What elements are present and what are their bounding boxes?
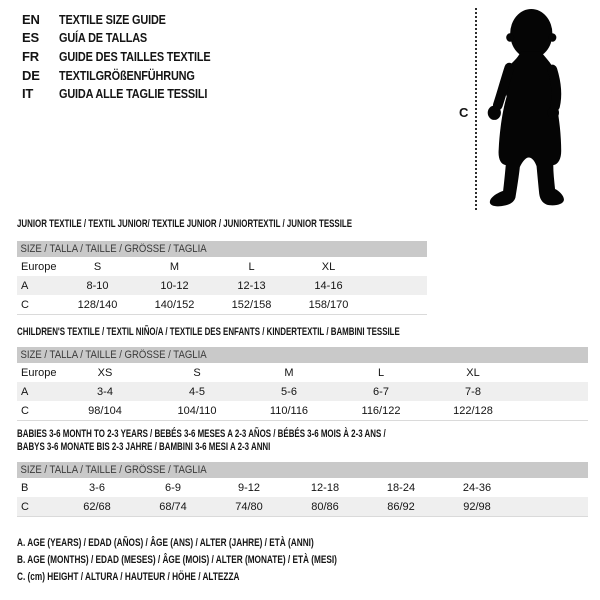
language-title: TEXTILE SIZE GUIDE xyxy=(59,11,166,27)
footnote-line: C. (cm) HEIGHT / ALTURA / HAUTEUR / HÖHE / ALTEZZA xyxy=(17,571,240,583)
row-label: A xyxy=(21,385,29,398)
size-value-cell: 3-4 xyxy=(97,385,113,398)
size-table xyxy=(17,462,588,517)
size-value-cell: XL xyxy=(321,260,336,273)
size-value-cell: S xyxy=(193,366,201,379)
size-value-cell: XL xyxy=(466,366,480,379)
size-value-cell: 74/80 xyxy=(235,500,263,513)
size-value-cell: 128/140 xyxy=(77,298,118,311)
table-title xyxy=(17,218,590,231)
table-sections xyxy=(17,218,590,517)
tables-area xyxy=(17,212,590,586)
table-row xyxy=(17,497,588,516)
size-value-cell: 92/98 xyxy=(463,500,491,513)
language-title: GUIDE DES TAILLES TEXTILE xyxy=(59,48,211,64)
language-row xyxy=(22,84,239,103)
footnote-line: B. AGE (MONTHS) / EDAD (MESES) / ÂGE (MOIS) / ALTER (MONATE) / ETÀ (MESI) xyxy=(17,554,337,566)
height-measure-label: C xyxy=(459,105,469,120)
size-value-cell: 4-5 xyxy=(189,385,205,398)
table-row xyxy=(17,401,588,420)
table-title-line: BABIES 3-6 MONTH TO 2-3 YEARS / BEBÉS 3-6 MESES A 2-3 AÑOS / BÉBÉS 3-6 MOIS À 2-3 ANS / xyxy=(17,428,386,440)
table-title-line: BABYS 3-6 MONATE BIS 2-3 JAHRE / BAMBINI 3-6 MESI A 2-3 ANNI xyxy=(17,441,271,453)
size-table-section xyxy=(17,218,590,315)
table-row xyxy=(17,257,427,276)
size-value-cell: 86/92 xyxy=(387,500,415,513)
size-value-cell: 5-6 xyxy=(281,385,297,398)
row-label: C xyxy=(21,404,29,417)
table-title-line: CHILDREN'S TEXTILE / TEXTIL NIÑO/A / TEXTILE DES ENFANTS / KINDERTEXTIL / BAMBINI TESSILE xyxy=(17,326,400,338)
size-value-cell: 3-6 xyxy=(89,481,105,494)
row-label: Europe xyxy=(21,260,57,273)
language-row xyxy=(22,10,239,29)
size-value-cell: 6-9 xyxy=(165,481,181,494)
size-value-cell: XS xyxy=(97,366,113,379)
size-value-cell: M xyxy=(284,366,294,379)
size-value-cell: S xyxy=(93,260,102,273)
table-title-line: JUNIOR TEXTILE / TEXTIL JUNIOR/ TEXTILE JUNIOR / JUNIORTEXTIL / JUNIOR TESSILE xyxy=(17,218,353,230)
size-table xyxy=(17,347,588,421)
table-row xyxy=(17,478,588,497)
language-code: EN xyxy=(22,11,40,27)
size-header-text: SIZE / TALLA / TAILLE / GRÖSSE / TAGLIA xyxy=(20,349,207,361)
language-row xyxy=(22,47,239,66)
size-table-section xyxy=(17,428,590,517)
language-code: ES xyxy=(22,30,39,46)
row-label: B xyxy=(21,481,29,494)
size-value-cell: 158/170 xyxy=(308,298,349,311)
size-value-cell: 98/104 xyxy=(88,404,122,417)
size-value-cell: 122/128 xyxy=(453,404,493,417)
table-row xyxy=(17,363,588,382)
size-value-cell: 110/116 xyxy=(269,404,309,417)
size-header-bar xyxy=(17,347,588,363)
row-label: C xyxy=(21,500,29,513)
row-label: A xyxy=(21,279,29,292)
language-list xyxy=(22,10,239,103)
size-value-cell: 9-12 xyxy=(237,481,261,494)
language-code: IT xyxy=(22,86,34,102)
table-row xyxy=(17,295,427,314)
size-value-cell: 68/74 xyxy=(159,500,187,513)
size-value-cell: 140/152 xyxy=(154,298,195,311)
size-value-cell: L xyxy=(377,366,385,379)
size-value-cell: 14-16 xyxy=(314,279,343,292)
language-title: GUIDA ALLE TAGLIE TESSILI xyxy=(59,86,208,102)
size-value-cell: 80/86 xyxy=(311,500,339,513)
footnotes xyxy=(17,535,590,586)
row-label: C xyxy=(21,298,29,311)
size-header-bar xyxy=(17,462,588,478)
language-title: TEXTILGRÖßENFÜHRUNG xyxy=(59,67,195,83)
size-value-cell: 152/158 xyxy=(231,298,272,311)
size-value-cell: 12-13 xyxy=(237,279,266,292)
size-value-cell: 18-24 xyxy=(386,481,416,494)
baby-silhouette-icon xyxy=(482,8,570,208)
language-code: DE xyxy=(22,67,40,83)
table-title xyxy=(17,326,590,339)
language-row xyxy=(22,29,239,48)
size-value-cell: 10-12 xyxy=(160,279,189,292)
size-value-cell: 104/110 xyxy=(177,404,217,417)
size-value-cell: 116/122 xyxy=(361,404,401,417)
size-header-text: SIZE / TALLA / TAILLE / GRÖSSE / TAGLIA xyxy=(20,243,207,255)
size-value-cell: 12-18 xyxy=(310,481,340,494)
size-value-cell: M xyxy=(169,260,180,273)
size-table-section xyxy=(17,326,590,421)
table-title xyxy=(17,428,590,454)
language-row xyxy=(22,66,239,85)
size-header-text: SIZE / TALLA / TAILLE / GRÖSSE / TAGLIA xyxy=(20,464,207,476)
language-title: GUÍA DE TALLAS xyxy=(59,30,148,46)
table-row xyxy=(17,382,588,401)
table-row xyxy=(17,276,427,295)
footnote-line: A. AGE (YEARS) / EDAD (AÑOS) / ÂGE (ANS) / ALTER (JAHRE) / ETÀ (ANNI) xyxy=(17,537,314,549)
row-label: Europe xyxy=(21,366,57,379)
height-measure-line xyxy=(475,8,477,210)
size-value-cell: 8-10 xyxy=(86,279,109,292)
size-header-bar xyxy=(17,241,427,257)
size-value-cell: 24-36 xyxy=(462,481,492,494)
size-value-cell: 6-7 xyxy=(373,385,389,398)
size-value-cell: 7-8 xyxy=(465,385,481,398)
language-code: FR xyxy=(22,48,39,64)
size-table xyxy=(17,241,427,315)
size-value-cell: L xyxy=(248,260,255,273)
size-value-cell: 62/68 xyxy=(83,500,111,513)
